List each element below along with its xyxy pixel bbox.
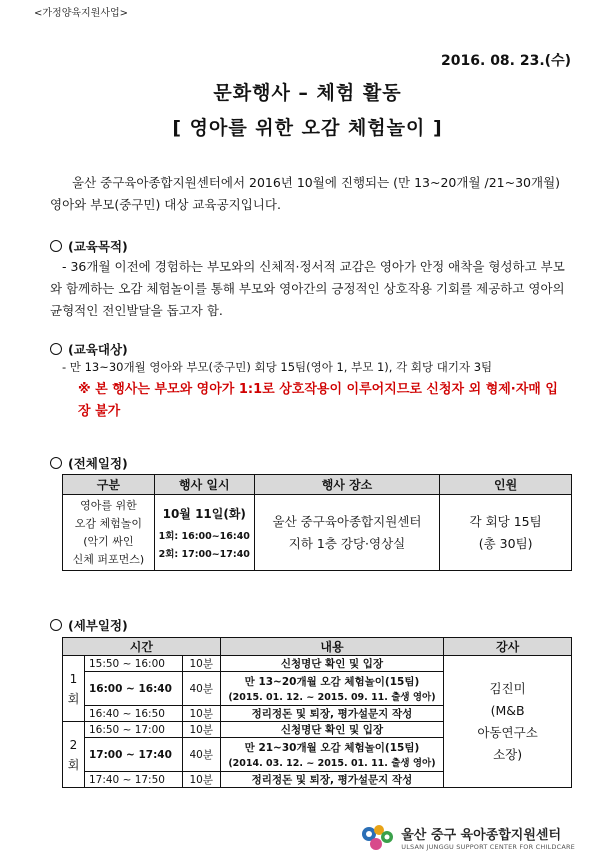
purpose-heading: (교육목적) — [50, 237, 128, 255]
purpose-text: - 36개월 이전에 경험하는 부모와의 신체적·정서적 교감은 영아가 안정 애착을 형성하고 부모와 함께하는 오감 체험놀이를 통해 부모와 영아간의 긍정적인 상호작용 기회를 제공하고 영아의 균형적인 전인발달을 돕고자 함. — [50, 259, 565, 318]
table-row: 16:00 ~ 16:40 40분 만 13~20개월 오감 체험놀이(15팀) (2015. 01. 12. ~ 2015. 09. 11. 출생 영아) — [63, 672, 572, 706]
overall-place-cell: 울산 중구육아종합지원센터 지하 1층 강당·영상실 — [254, 495, 440, 571]
center-logo — [361, 822, 575, 852]
target-text: - 만 13~30개월 영아와 부모(중구민) 회당 15팀(영아 1, 부모 1), 각 회당 대기자 3팀 — [62, 360, 493, 374]
overall-category-cell: 영아를 위한 오감 체험놀이 (악기 싸인 신체 퍼포먼스) — [63, 495, 155, 571]
detail-table — [62, 637, 572, 788]
target-heading: (교육대상) — [50, 340, 128, 358]
overall-header-place: 행사 장소 — [254, 475, 440, 495]
table-row: 16:40 ~ 16:50 10분 정리정돈 및 퇴장, 평가설문지 작성 — [63, 706, 572, 722]
overall-table — [62, 474, 572, 571]
intro-text: 울산 중구육아종합지원센터에서 2016년 10월에 진행되는 (만 13~20개월 /21~30개월) 영아와 부모(중구민) 대상 교육공지입니다. — [50, 175, 561, 212]
overall-datetime-cell: 10월 11일(화) 1회: 16:00~16:40 2회: 17:00~17:40 — [154, 495, 254, 571]
target-notice: ※ 본 행사는 부모와 영아가 1:1로 상호작용이 이루어지므로 신청자 외 형제·자매 입장 불가 — [78, 382, 558, 419]
center-name-ko: 울산 중구 육아종합지원센터 — [401, 827, 561, 843]
instructor-cell: 김진미 (M&B 아동연구소 소장) — [444, 656, 572, 788]
doc-date: 2016. 08. 23.(수) — [441, 53, 571, 69]
detail-heading: (세부일정) — [50, 616, 128, 634]
table-row: 17:00 ~ 17:40 40분 만 21~30개월 오감 체험놀이(15팀) (2014. 03. 12. ~ 2015. 01. 11. 출생 영아) — [63, 738, 572, 772]
circle-bullet-icon — [50, 240, 62, 252]
table-row: 17:40 ~ 17:50 10분 정리정돈 및 퇴장, 평가설문지 작성 — [63, 772, 572, 788]
circle-bullet-icon — [50, 619, 62, 631]
doc-title: 문화행사 – 체험 활동 — [213, 82, 402, 104]
table-row: 2 회 16:50 ~ 17:00 10분 신청명단 확인 및 입장 — [63, 722, 572, 738]
center-logo-icon — [361, 822, 395, 852]
session-label-2: 2 회 — [63, 722, 85, 788]
detail-header-time: 시간 — [63, 638, 221, 656]
program-label: <가정양육지원사업> — [34, 8, 129, 19]
overall-header-people: 인원 — [440, 475, 572, 495]
overall-header-category: 구분 — [63, 475, 155, 495]
overall-heading: (전체일정) — [50, 454, 128, 472]
overall-people-cell: 각 회당 15팀 (총 30팀) — [440, 495, 572, 571]
overall-header-datetime: 행사 일시 — [154, 475, 254, 495]
doc-subtitle: [ 영아를 위한 오감 체험놀이 ] — [172, 117, 443, 139]
circle-bullet-icon — [50, 343, 62, 355]
center-name-en: ULSAN JUNGGU SUPPORT CENTER FOR CHILDCARE — [401, 842, 575, 851]
session-label-1: 1 회 — [63, 656, 85, 722]
detail-header-content: 내용 — [220, 638, 444, 656]
table-row: 1 회 15:50 ~ 16:00 10분 신청명단 확인 및 입장 김진미 (M&B 아동연구소 소장) — [63, 656, 572, 672]
detail-header-instructor: 강사 — [444, 638, 572, 656]
circle-bullet-icon — [50, 457, 62, 469]
